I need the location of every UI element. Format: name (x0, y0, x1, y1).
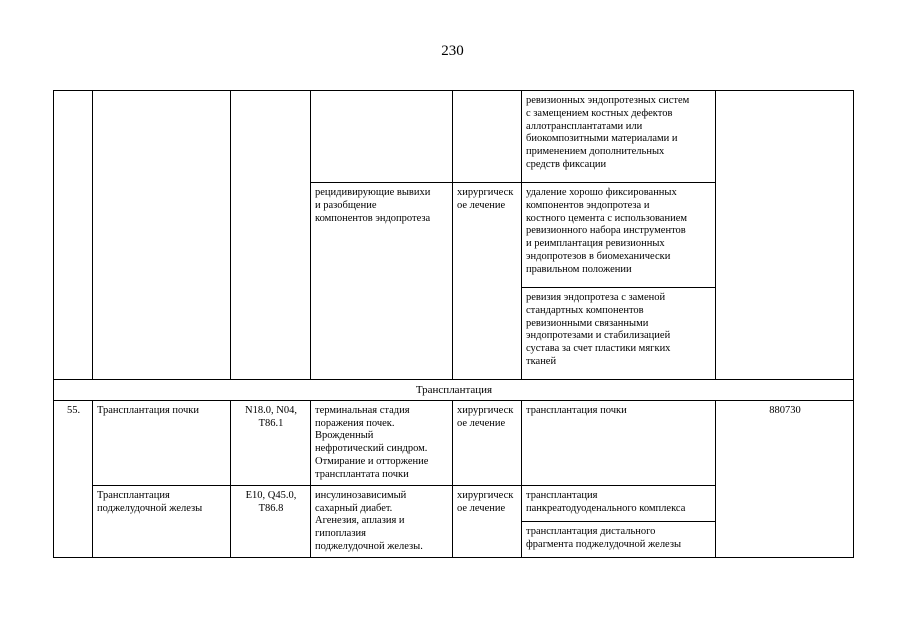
code-cell (231, 91, 311, 380)
treatment-cell: хирургическ ое лечение (453, 400, 522, 485)
page-number: 230 (441, 43, 464, 59)
table-row (54, 91, 854, 183)
condition-cell: инсулинозависимый сахарный диабет. Агенезия, аплазия и гипоплазия поджелудочной железы. (311, 485, 453, 557)
section-row (54, 380, 854, 401)
method-cell: трансплантация дистального фрагмента поджелудочной железы (522, 521, 716, 557)
table-row (54, 400, 854, 485)
treatment-cell (453, 91, 522, 183)
method-cell: удаление хорошо фиксированных компонентов эндопротеза и костного цемента с использованием ревизионного набора инструментов и реимплантация ревизионных эндопротезов в биомеханически правильном положении (522, 183, 716, 288)
name-cell: Трансплантация почки (93, 400, 231, 485)
method-cell: ревизия эндопротеза с заменой стандартных компонентов ревизионными связанными эндопротезами и стабилизацией сустава за счет пластики мягких тканей (522, 288, 716, 380)
code-cell: E10, Q45.0, T86.8 (231, 485, 311, 557)
condition-cell: рецидивирующие вывихи и разобщение компонентов эндопротеза (311, 183, 453, 380)
method-cell: трансплантация панкреатодуоденального комплекса (522, 485, 716, 521)
cost-cell: 880730 (716, 400, 854, 557)
treatment-cell: хирургическ ое лечение (453, 183, 522, 380)
medical-care-table (53, 90, 854, 558)
name-cell (93, 91, 231, 380)
code-cell: N18.0, N04, T86.1 (231, 400, 311, 485)
method-cell: трансплантация почки (522, 400, 716, 485)
row-number: 55. (54, 400, 93, 557)
treatment-cell: хирургическ ое лечение (453, 485, 522, 557)
num-cell (54, 91, 93, 380)
section-title: Трансплантация (54, 380, 854, 401)
condition-cell (311, 91, 453, 183)
condition-cell: терминальная стадия поражения почек. Врожденный нефротический синдром. Отмирание и отторжение трансплантата почки (311, 400, 453, 485)
name-cell: Трансплантация поджелудочной железы (93, 485, 231, 557)
method-cell: ревизионных эндопротезных систем с замещением костных дефектов аллотрансплантатами или биокомпозитными материалами и применением дополнительных средств фиксации (522, 91, 716, 183)
cost-cell (716, 91, 854, 380)
